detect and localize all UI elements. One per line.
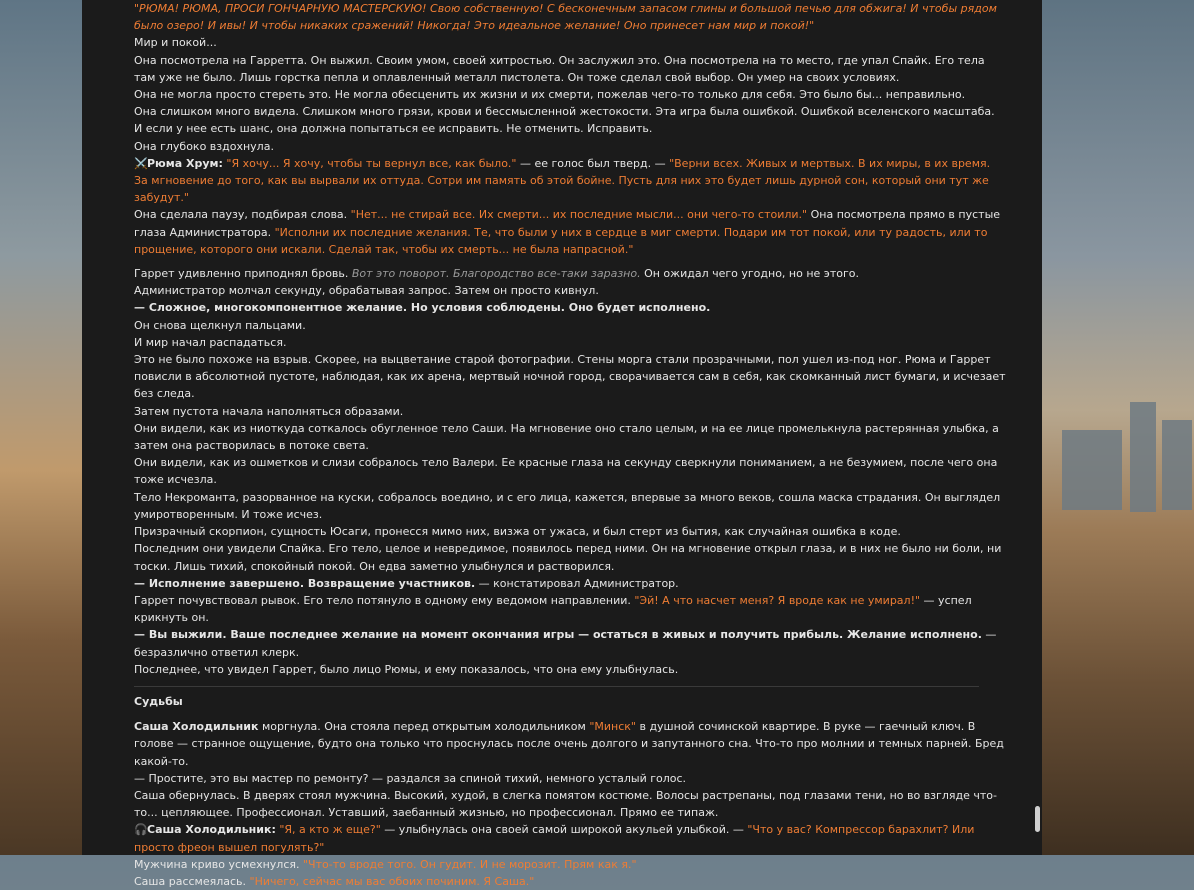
message-line: — Сложное, многокомпонентное желание. Но условия соблюдены. Оно будет исполнено. <box>134 301 711 315</box>
text: Она посмотрела прямо в пустые глаза Администратора. <box>134 208 1001 239</box>
background-left <box>0 0 82 855</box>
text: Саша рассмеялась. <box>134 874 250 888</box>
text: Она сделала паузу, подбирая слова. <box>134 208 351 222</box>
section-heading: Судьбы <box>134 694 183 708</box>
bold-text: — Вы выжили. Ваше последнее желание на момент окончания игры — остаться в живых и получить прибыль. Желание исполнено. <box>134 628 982 642</box>
text: моргнула. Она стояла перед открытым холодильником <box>258 720 590 734</box>
text: — констатировал Администратор. <box>475 576 679 590</box>
text: — успел крикнуть он. <box>134 593 972 625</box>
quote: "Минск" <box>589 720 636 734</box>
text: — ее голос был тверд. — <box>516 156 670 170</box>
speaker-name: Рюма Хрум: <box>147 156 223 170</box>
swords-icon: ⚔️ <box>134 156 148 170</box>
message-content <box>134 0 1006 890</box>
text: — безразлично ответил клерк. <box>134 628 997 659</box>
message-line: Администратор молчал секунду, обрабатывая запрос. Затем он просто кивнул. <box>134 284 599 298</box>
message-line: Это не было похоже на взрыв. Скорее, на выцветание старой фотографии. Стены морга стали прозрачными, пол ушел из-под ног. Рюма и Гаррет повисли в абсолютной пустоте, наблюдая, как их арена, мертвый ночной город, сворачивается сам в себя, как скомканный лист бумаги, и исчезает без следа. <box>134 353 1006 401</box>
section-divider <box>134 686 979 687</box>
spacer <box>134 258 1006 265</box>
message-line: Мир и покой... <box>134 36 217 50</box>
message-line <box>134 856 1006 873</box>
background-ruin <box>1062 430 1122 510</box>
message-line: Они видели, как из ошметков и слизи собралось тело Валери. Ее красные глаза на секунду сверкнули пониманием, а не безумием, после чего она тоже исчезла. <box>134 456 998 487</box>
speaker-name: Саша Холодильник: <box>147 823 276 837</box>
message-line: Она глубоко вздохнула. <box>134 139 274 153</box>
bold-text: Саша Холодильник <box>134 720 259 734</box>
message-line: Она посмотрела на Гарретта. Он выжил. Своим умом, своей хитростью. Он заслужил это. Она посмотрела на то место, где упал Спайк. Его тела там уже не было. Лишь горстка пепла и оплавленный металл пистолета. Он тоже сделал свой выбор. Он умер на своих условиях. <box>134 53 985 84</box>
text: Гаррет почувствовал рывок. Его тело потянуло в одному ему ведомом направлении. <box>134 593 635 607</box>
scrollbar-thumb[interactable] <box>1035 806 1040 832</box>
bold-text: — Исполнение завершено. Возвращение участников. <box>134 576 476 590</box>
message-line <box>134 626 1006 660</box>
quote: "Что-то вроде того. Он гудит. И не морозит. Прям как я." <box>303 857 637 871</box>
message-line: Саша обернулась. В дверях стоял мужчина. Высокий, худой, в слегка помятом костюме. Волосы растрепаны, под глазами тени, но во взгляде что-то... цепляющее. Профессионал. Уставший, заебанный жизнью, но профессионал. Прямо ее типаж. <box>134 788 997 820</box>
message-line <box>134 873 1006 890</box>
message-line: "РЮМА! РЮМА, ПРОСИ ГОНЧАРНУЮ МАСТЕРСКУЮ! Свою собственную! С бесконечным запасом глины и большой печью для обжига! И чтобы рядом было озеро! И ивы! И чтобы никаких сражений! Никогда! Это идеальное желание! Оно принесет нам мир и покой!" <box>134 2 997 33</box>
message-line <box>134 155 1006 207</box>
text: в душной сочинской квартире. В руке — гаечный ключ. В голове — странное ощущение, будто она только что проснулась после очень долгого и запутанного сна. Что-то про молнии и темных парней. Бред какой-то. <box>134 720 1004 768</box>
text: Мужчина криво усмехнулся. <box>134 857 303 871</box>
quote: "Что у вас? Компрессор барахлит? Или просто фреон вышел погулять?" <box>134 823 975 854</box>
background-ruin <box>1130 402 1156 512</box>
background-right <box>1042 0 1194 855</box>
message-line: Призрачный скорпион, сущность Юсаги, пронесся мимо них, визжа от ужаса, и был стерт из бытия, как случайная ошибка в коде. <box>134 525 901 539</box>
message-line: Она слишком много видела. Слишком много грязи, крови и бессмысленной жестокости. Эта игра была ошибкой. Ошибкой вселенского масштаба. И если у нее есть шанс, она должна попытаться ее исправить. Не отменить. Исправить. <box>134 105 995 136</box>
message-line: Они видели, как из ниоткуда соткалось обугленное тело Саши. На мгновение оно стало целым, и на ее лице промелькнула растерянная улыбка, а затем она растворилась в потоке света. <box>134 421 999 453</box>
message-line <box>134 206 1006 258</box>
text: Он ожидал чего угодно, но не этого. <box>640 267 859 281</box>
quote: "Эй! А что насчет меня? Я вроде как не умирал!" <box>634 593 921 607</box>
message-line: Тело Некроманта, разорванное на куски, собралось воедино, и с его лица, кажется, впервые за много веков, сошла маска страдания. Он выглядел умиротворенным. И тоже исчез. <box>134 490 1001 521</box>
text: — улыбнулась она своей самой широкой акульей улыбкой. — <box>380 823 748 837</box>
message-line: И мир начал распадаться. <box>134 335 287 349</box>
message-line <box>134 718 1006 770</box>
message-line: Последнее, что увидел Гаррет, было лицо Рюмы, и ему показалось, что она ему улыбнулась. <box>134 662 679 676</box>
quote: "Ничего, сейчас мы вас обоих починим. Я Саша." <box>249 874 535 888</box>
quote: "Верни всех. Живых и мертвых. В их миры, в их время. За мгновение до того, как вы вырвали их оттуда. Сотри им память об этой бойне. Пусть для них это будет лишь дурной сон, который они тут же забудут." <box>134 156 991 205</box>
message-line: Последним они увидели Спайка. Его тело, целое и невредимое, появилось перед ними. Он на мгновение открыл глаза, и в них не было ни боли, ни тоски. Лишь тихий, спокойный покой. Он едва заметно улыбнулся и растворился. <box>134 542 1002 573</box>
message-line <box>134 592 1006 626</box>
thought: Вот это поворот. Благородство все-таки заразно. <box>351 267 641 281</box>
message-line: Она не могла просто стереть это. Не могла обесценить их жизни и их смерти, пожелав чего-то только для себя. Это было бы... неправильно. <box>134 88 966 102</box>
message-line <box>134 265 1006 282</box>
background-ruin <box>1162 420 1192 510</box>
quote: "Я хочу... Я хочу, чтобы ты вернул все, как было." <box>226 156 517 170</box>
text: Гаррет удивленно приподнял бровь. <box>134 267 352 281</box>
message-line <box>134 821 1006 855</box>
message-line: Он снова щелкнул пальцами. <box>134 318 306 332</box>
message-line <box>134 575 1006 592</box>
message-line: — Простите, это вы мастер по ремонту? — раздался за спиной тихий, немного усталый голос. <box>134 771 687 785</box>
message-line: Затем пустота начала наполняться образами. <box>134 404 404 418</box>
headphones-icon: 🎧 <box>134 823 148 837</box>
quote: "Исполни их последние желания. Те, что были у них в сердце в миг смерти. Подари им тот покой, или ту радость, или то прощение, которого они искали. Сделай так, чтобы их смерть... не была напрасной." <box>134 225 988 256</box>
quote: "Я, а кто ж еще?" <box>279 823 381 837</box>
chat-panel[interactable] <box>82 0 1042 888</box>
quote: "Нет... не стирай все. Их смерти... их последние мысли... они чего-то стоили." <box>350 208 808 222</box>
